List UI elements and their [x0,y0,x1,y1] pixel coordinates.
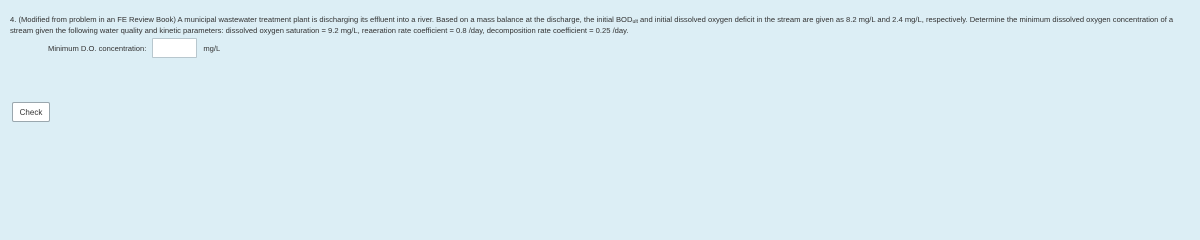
answer-row [48,38,220,58]
question-text [10,14,1195,36]
check-button[interactable]: Check [12,102,50,122]
bod-subscript: ult [632,19,638,25]
question-text-part1: 4. (Modified from problem in an FE Review Book) A municipal wastewater treatment plant is discharging its effluent into a river. Based on a mass balance at the discharge, the initial BOD [10,15,633,24]
answer-input[interactable] [152,38,197,58]
question-text-part2: and initial dissolved oxygen deficit in the stream are given as 8.2 mg/L and 2.4 mg/L, respectively. Determine the minimum dissolved oxygen concentration of a stream given the following water quality and kinetic parameters: dissolved oxygen saturation = 9.2 mg/L, reaeration rate coefficient = 0.8 /day, decomposition rate coefficient = 0.25 /day. [10,15,1174,35]
answer-label: Minimum D.O. concentration: [48,43,147,53]
answer-unit: mg/L [203,43,221,53]
